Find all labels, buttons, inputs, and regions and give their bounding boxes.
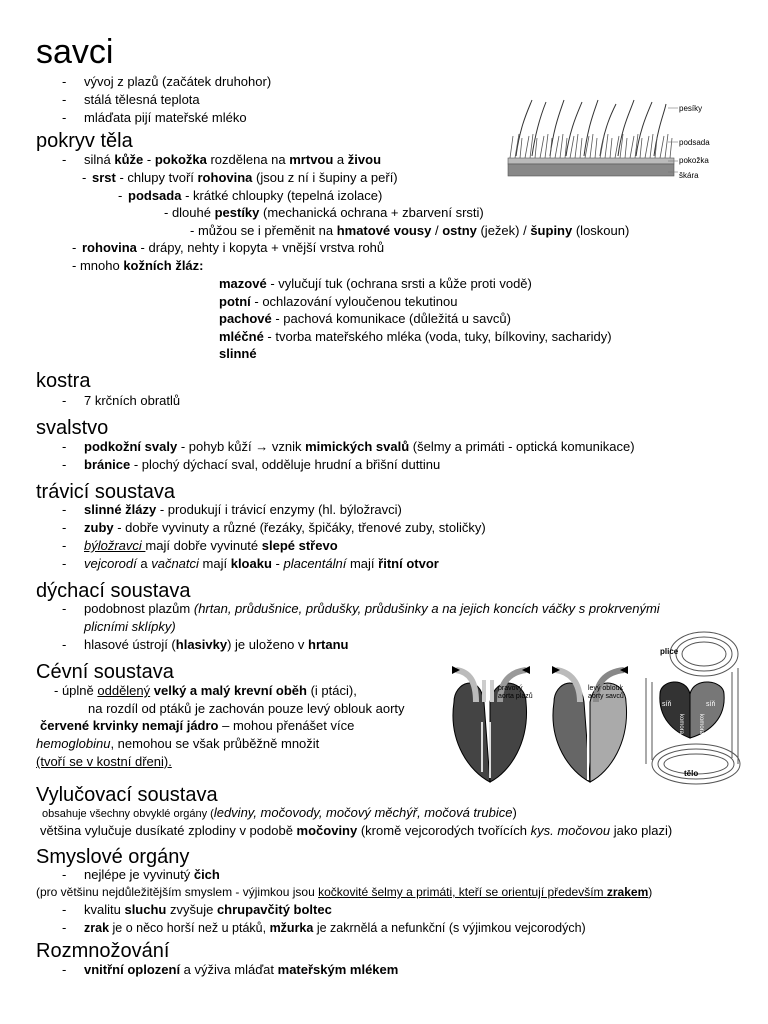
list-item: zrak je o něco horší než u ptáků, mžurka je zakrnělá a nefunkční (s výjimkou vejcorodých) (84, 921, 586, 935)
gland-item: mazové - vylučují tuk (ochrana srsti a kůže proti vodě) (219, 276, 532, 291)
section-heading-smysly: Smyslové orgány (36, 846, 190, 868)
gland-item: mléčné - tvorba mateřského mléka (voda, tuky, bílkoviny, sacharidy) (219, 329, 612, 344)
list-item-continued: plicními sklípky) (84, 619, 176, 634)
paragraph-line: červené krvinky nemají jádro – mohou přenášet více (40, 718, 355, 733)
list-item: - můžou se i přeměnit na hmatové vousy / ostny (ježek) / šupiny (loskoun) (190, 223, 630, 238)
hearts-comparison-figure (440, 662, 640, 786)
fig-label-komora-right: komora (698, 714, 704, 735)
list-item: podkožní svaly - pohyb kůží → vznik mimických svalů (šelmy a primáti - optická komunikace) (84, 439, 635, 454)
fig-label-sin-left: síň (662, 701, 672, 708)
list-item: 7 krčních obratlů (84, 393, 181, 408)
paragraph-line: (pro většinu nejdůležitějším smyslem - výjimkou jsou kočkovité šelmy a primáti, kteří se orientují především zrakem) (36, 885, 653, 899)
list-item: nejlépe je vyvinutý čich (84, 867, 220, 882)
circulation-figure (640, 628, 744, 788)
list-item: rohovina - drápy, nehty i kopyta + vnější vrstva rohů (82, 240, 385, 255)
section-heading-dychaci: dýchací soustava (36, 580, 191, 602)
fig-label-podsada: podsada (679, 138, 710, 147)
list-item: vejcorodí a vačnatci mají kloaku - placentální mají řitní otvor (84, 556, 439, 571)
paragraph-line: obsahuje všechny obvyklé orgány (ledviny, močovody, močový měchýř, močová trubice) (42, 805, 517, 820)
gland-item: slinné (219, 346, 257, 361)
mammal-heart (552, 666, 628, 782)
list-item: stálá tělesná teplota (84, 92, 200, 107)
fig-label-left-1: pravový (498, 685, 523, 692)
section-heading-cevni: Cévní soustava (36, 661, 174, 683)
section-heading-rozmnozovani: Rozmnožování (36, 940, 170, 962)
list-item: zuby - dobře vyvinuty a různé (řezáky, špičáky, třenové zuby, stoličky) (84, 520, 486, 535)
list-item: podobnost plazům (hrtan, průdušnice, průdušky, průdušinky a na jejich koncích váčky s prokrvenými (84, 601, 660, 616)
fig-label-pokozka: pokožka (679, 156, 709, 165)
list-item: hlasové ústrojí (hlasivky) je uloženo v hrtanu (84, 637, 349, 652)
list-item: srst - chlupy tvoří rohovina (jsou z ní i šupiny a peří) (92, 170, 398, 185)
paragraph-line: většina vylučuje dusíkaté zplodiny v podobě močoviny (kromě vejcorodých tvořících kys. močovou jako plazi) (40, 823, 673, 838)
fig-label-komora-left: komora (678, 714, 684, 735)
list-item: vývoj z plazů (začátek druhohor) (84, 74, 272, 89)
paragraph-line: na rozdíl od ptáků je zachován pouze levý oblouk aorty (88, 701, 405, 716)
list-item: kvalitu sluchu zvyšuje chrupavčitý boltec (84, 902, 332, 917)
reptile-heart (452, 666, 530, 782)
paragraph-line: hemoglobinu, nemohou se však průběžně množit (36, 736, 320, 751)
list-item: slinné žlázy - produkují i trávicí enzymy (hl. býložravci) (84, 502, 402, 517)
paragraph-line: (tvoří se v kostní dřeni). (36, 754, 172, 769)
section-heading-vylucovaci: Vylučovací soustava (36, 784, 218, 806)
section-heading-travici: trávicí soustava (36, 481, 175, 503)
section-heading-svalstvo: svalstvo (36, 417, 109, 439)
section-heading-pokryv: pokryv těla (36, 130, 133, 152)
fig-label-right-2: aorty savců (588, 693, 624, 700)
section-heading-kostra: kostra (36, 370, 91, 392)
fig-label-right-1: levý oblouk (588, 685, 624, 692)
list-item: - dlouhé pestíky (mechanická ochrana + zbarvení srsti) (164, 205, 484, 220)
list-item: bránice - plochý dýchací sval, odděluje hrudní a břišní duttinu (84, 457, 441, 472)
fig-label-sin-right: síň (706, 701, 716, 708)
list-item: podsada - krátké chloupky (tepelná izolace) (128, 188, 383, 203)
list-item: silná kůže - pokožka rozdělena na mrtvou a živou (84, 152, 382, 167)
fig-label-left-2: aorta plazů (498, 693, 533, 700)
fig-label-plice: plice (660, 647, 679, 656)
gland-item: potní - ochlazování vyloučenou tekutinou (219, 294, 458, 309)
fig-label-telo: tělo (684, 769, 699, 778)
list-item: mláďata pijí mateřské mléko (84, 110, 247, 125)
gland-item: pachové - pachová komunikace (důležitá u savců) (219, 311, 511, 326)
list-item: - mnoho kožních žláz: (72, 258, 204, 273)
fig-label-pesiky: pesíky (679, 104, 703, 113)
page-title: savci (36, 33, 114, 71)
list-item: vnitřní oplození a výživa mláďat mateřským mlékem (84, 962, 399, 977)
paragraph-line: - úplně oddělený velký a malý krevní oběh (i ptáci), (54, 683, 357, 698)
list-item: býložravci mají dobře vyvinuté slepé střevo (84, 538, 338, 553)
fig-label-skara: škára (679, 171, 699, 180)
hair-layers-figure (506, 96, 716, 184)
